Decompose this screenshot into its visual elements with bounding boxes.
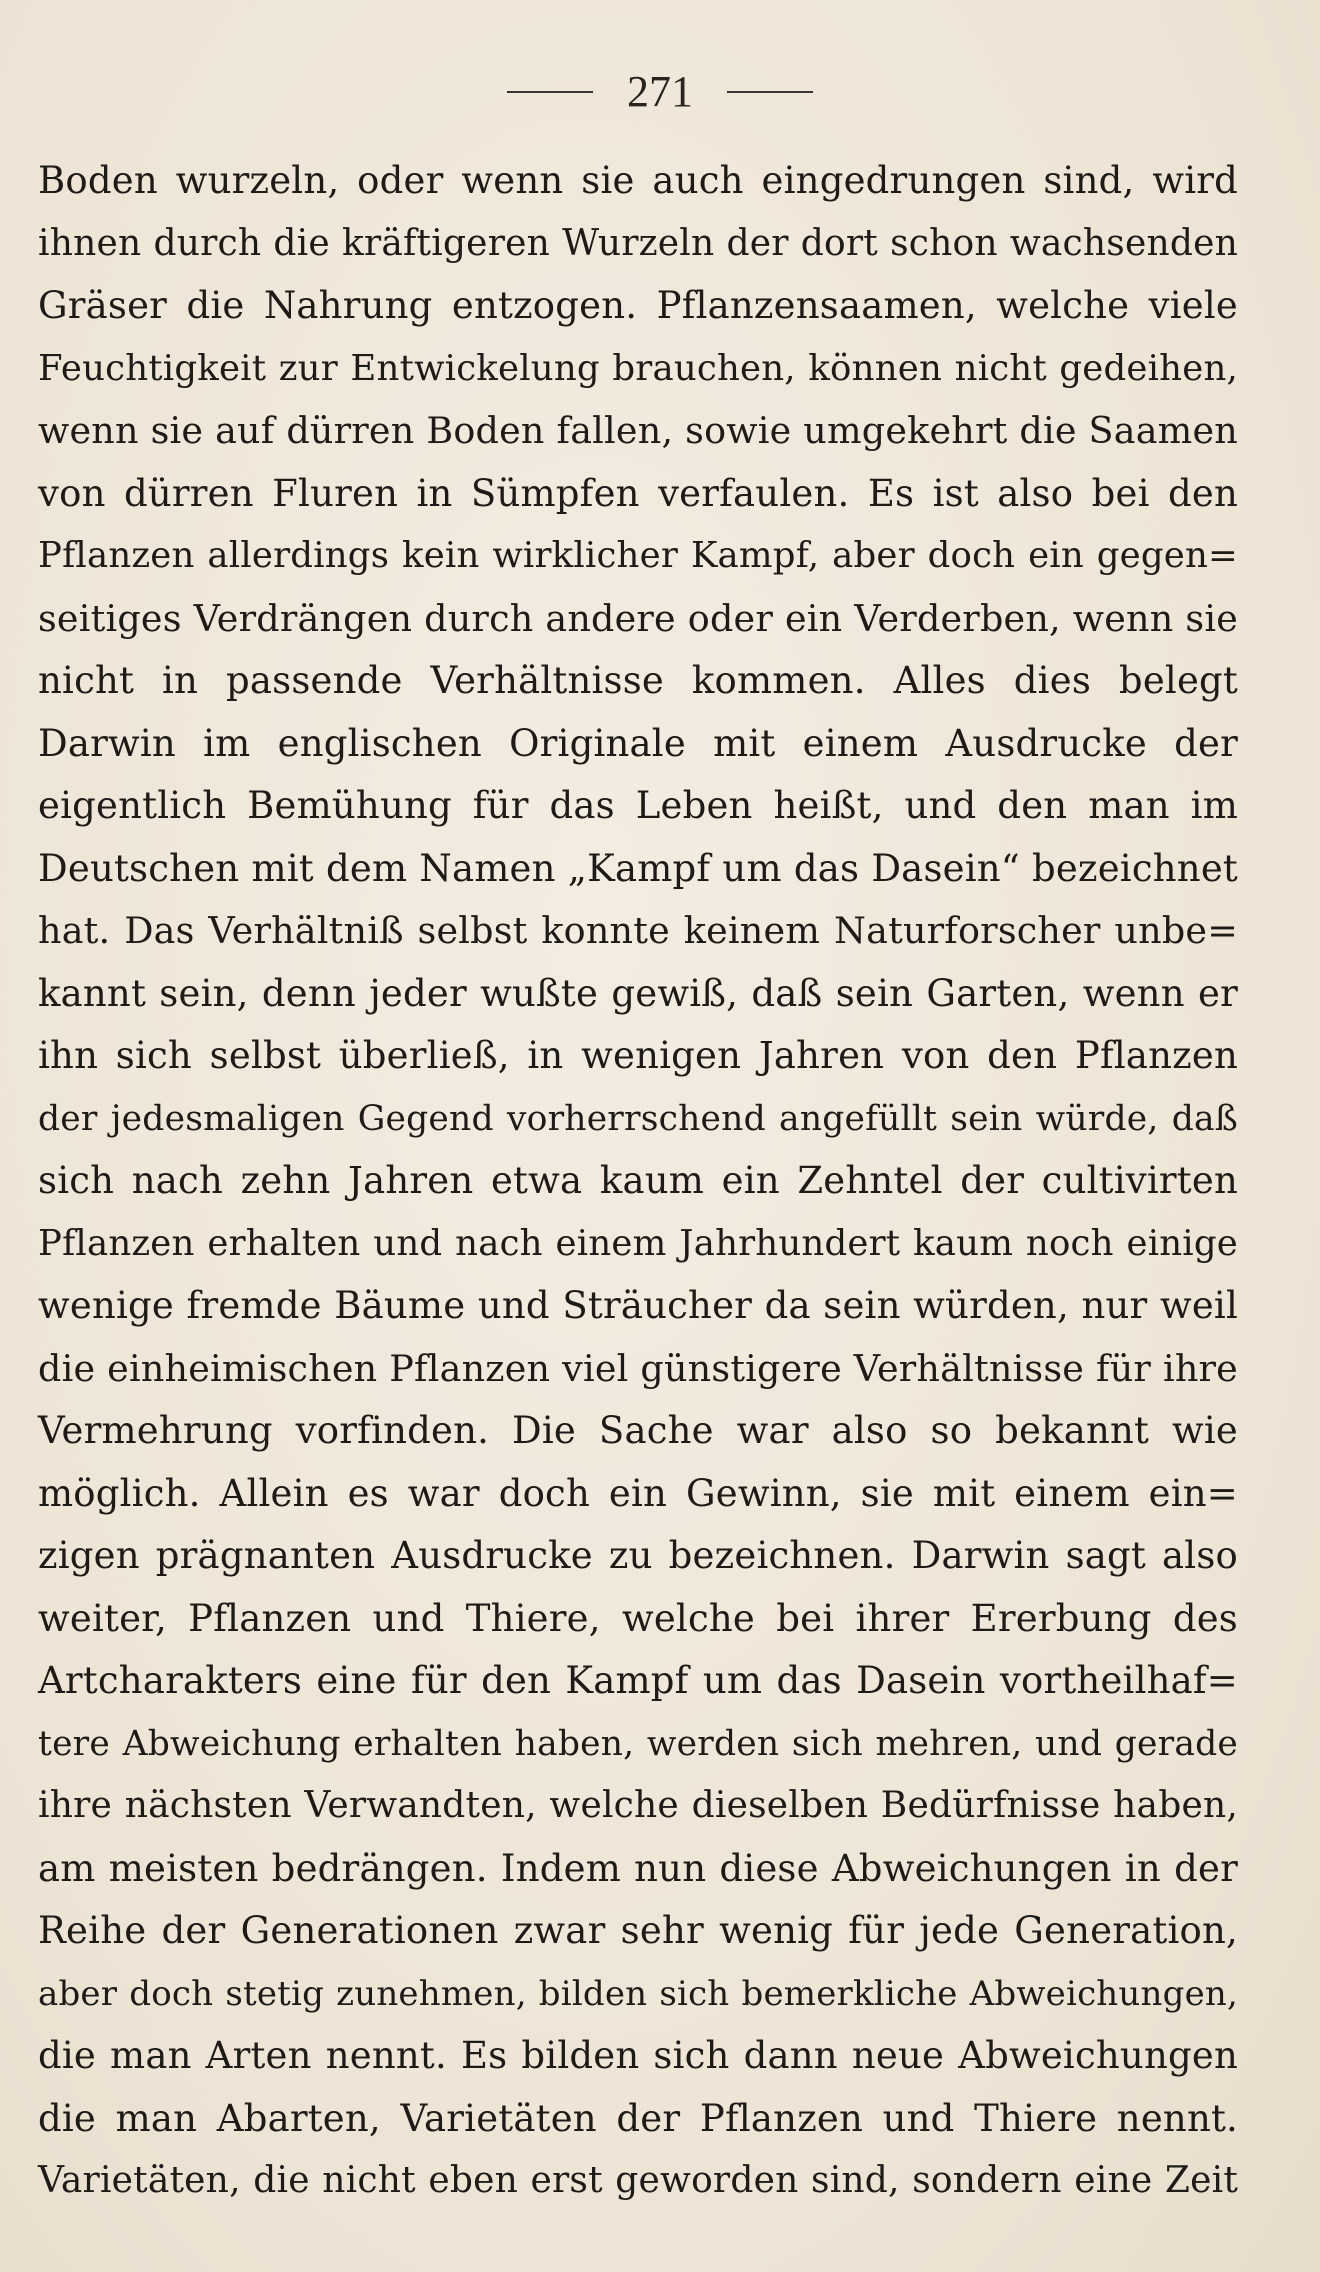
text-line: Feuchtigkeit zur Entwickelung brauchen, können nicht gedeihen, xyxy=(38,347,1238,389)
text-line: Boden wurzeln, oder wenn sie auch eingedrungen sind, wird xyxy=(38,159,1238,202)
text-line: ihn sich selbst überließ, in wenigen Jahren von den Pflanzen xyxy=(38,1034,1238,1077)
text-line: von dürren Fluren in Sümpfen verfaulen. Es ist also bei den xyxy=(38,471,1238,515)
text-line: Varietäten, die nicht eben erst geworden sind, sondern eine Zeit xyxy=(38,2160,1238,2201)
text-line: Gräser die Nahrung entzogen. Pflanzensaamen, welche viele xyxy=(38,284,1238,327)
text-line: seitiges Verdrängen durch andere oder ein Verderben, wenn sie xyxy=(38,596,1238,640)
text-line: wenn sie auf dürren Boden fallen, sowie umgekehrt die Saamen xyxy=(38,409,1238,452)
text-line: ihre nächsten Verwandten, welche dieselben Bedürfnisse haben, xyxy=(38,1785,1238,1826)
text-line: tere Abweichung erhalten haben, werden sich mehren, und gerade xyxy=(38,1723,1238,1764)
page-number: 271 xyxy=(627,67,693,116)
text-line: eigentlich Bemühung für das Leben heißt, und den man im xyxy=(38,784,1238,827)
text-line: die man Arten nennt. Es bilden sich dann neue Abweichungen xyxy=(38,2034,1238,2077)
text-line: Pflanzen erhalten und nach einem Jahrhundert kaum noch einige xyxy=(38,1222,1238,1264)
header-rule-right xyxy=(727,91,813,93)
page-header xyxy=(0,62,1320,122)
text-line: weiter, Pflanzen und Thiere, welche bei ihrer Ererbung des xyxy=(38,1596,1238,1640)
text-line: Reihe der Generationen zwar sehr wenig für jede Generation, xyxy=(38,1909,1238,1952)
text-line: Artcharakters eine für den Kampf um das Dasein vortheilhaf= xyxy=(38,1659,1238,1702)
text-line: aber doch stetig zunehmen, bilden sich bemerkliche Abweichungen, xyxy=(38,1973,1238,2014)
text-line: möglich. Allein es war doch ein Gewinn, sie mit einem ein= xyxy=(38,1471,1238,1515)
text-line: hat. Das Verhältniß selbst konnte keinem Naturforscher unbe= xyxy=(38,909,1238,952)
text-line: nicht in passende Verhältnisse kommen. Alles dies belegt xyxy=(38,659,1238,702)
text-line: zigen prägnanten Ausdrucke zu bezeichnen. Darwin sagt also xyxy=(38,1534,1238,1577)
text-line: sich nach zehn Jahren etwa kaum ein Zehntel der cultivirten xyxy=(38,1159,1238,1202)
text-line: Darwin im englischen Originale mit einem Ausdrucke der xyxy=(38,721,1238,765)
text-line: am meisten bedrängen. Indem nun diese Abweichungen in der xyxy=(38,1846,1238,1890)
text-line: wenige fremde Bäume und Sträucher da sein würden, nur weil xyxy=(38,1284,1238,1327)
header-rule-left xyxy=(507,91,593,93)
text-line: die man Abarten, Varietäten der Pflanzen und Thiere nennt. xyxy=(38,2096,1238,2140)
text-line: kannt sein, denn jeder wußte gewiß, daß sein Garten, wenn er xyxy=(38,971,1238,1015)
text-line: ihnen durch die kräftigeren Wurzeln der dort schon wachsenden xyxy=(38,222,1238,264)
text-line: Pflanzen allerdings kein wirklicher Kampf, aber doch ein gegen= xyxy=(38,535,1238,576)
text-line: der jedesmaligen Gegend vorherrschend angefüllt sein würde, daß xyxy=(38,1098,1238,1139)
text-line: Vermehrung vorfinden. Die Sache war also so bekannt wie xyxy=(38,1409,1238,1452)
text-line: Deutschen mit dem Namen „Kampf um das Dasein“ bezeichnet xyxy=(38,846,1238,890)
text-line: die einheimischen Pflanzen viel günstigere Verhältnisse für ihre xyxy=(38,1346,1238,1390)
body-text xyxy=(38,150,1238,2250)
